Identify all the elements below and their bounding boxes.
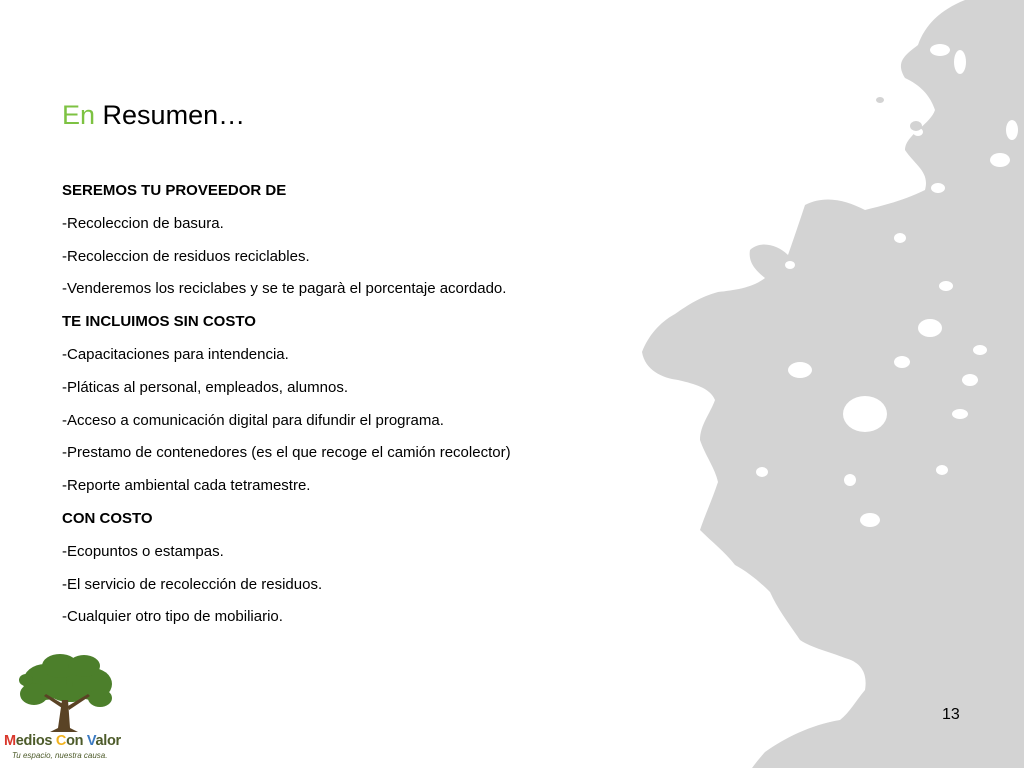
logo-letter-c: C (55, 733, 67, 749)
list-item: -Venderemos los reciclabes y se te pagarà el porcentaje acordado. (62, 280, 507, 298)
list-item: -Acceso a comunicación digital para difundir el programa. (62, 411, 444, 429)
logo-letter-v: V (86, 733, 96, 749)
slide-title (62, 98, 245, 132)
title-rest: Resumen… (102, 100, 246, 130)
list-item: -Capacitaciones para intendencia. (62, 345, 289, 363)
logo-word-part: edios (15, 733, 56, 749)
list-item: -Ecopuntos o estampas. (62, 542, 224, 560)
list-item: -El servicio de recolección de residuos. (62, 575, 323, 593)
list-item: -Reporte ambiental cada tetramestre. (62, 477, 311, 495)
logo-word-part: on (66, 733, 87, 749)
section-heading: SEREMOS TU PROVEEDOR DE (62, 182, 287, 199)
logo-letter-m: M (4, 733, 16, 749)
page-number: 13 (942, 706, 960, 723)
section-heading: TE INCLUIMOS SIN COSTO (62, 313, 256, 331)
company-logo (0, 650, 140, 768)
list-item: -Prestamo de contenedores (es el que recoge el camión recolector) (62, 444, 511, 462)
logo-tagline: Tu espacio, nuestra causa. (12, 751, 108, 760)
title-accent: En (62, 100, 96, 130)
summary-list (62, 182, 682, 641)
list-item: -Pláticas al personal, empleados, alumnos. (62, 378, 348, 396)
list-item: -Cualquier otro tipo de mobiliario. (62, 608, 283, 626)
section-heading: CON COSTO (62, 509, 153, 527)
tree-icon (0, 650, 140, 740)
list-item: -Recoleccion de basura. (62, 214, 224, 232)
logo-word-part: alor (95, 733, 121, 749)
logo-name (4, 733, 121, 749)
list-item: -Recoleccion de residuos reciclables. (62, 247, 310, 265)
